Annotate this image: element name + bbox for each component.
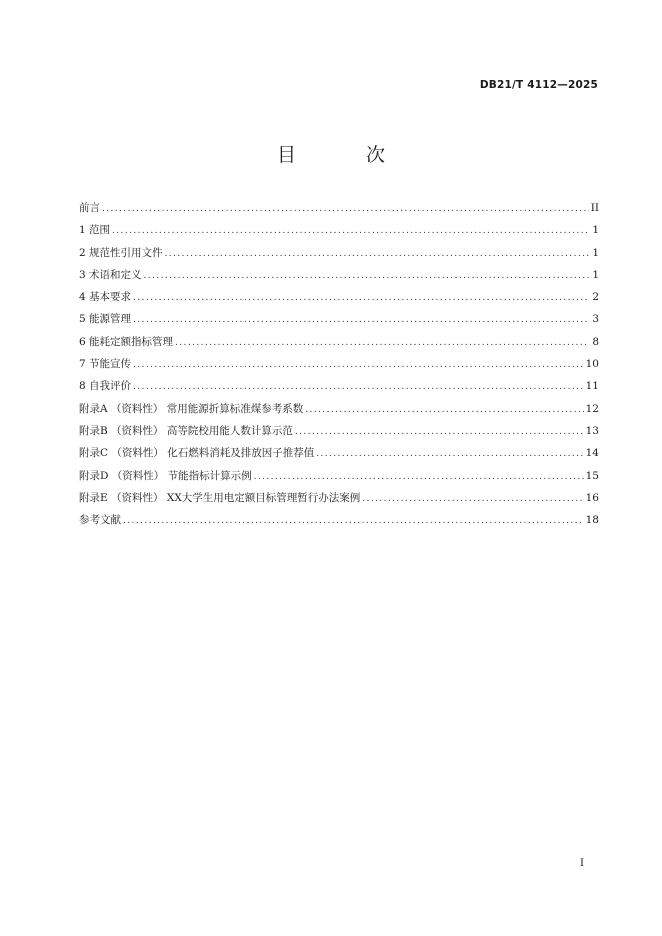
toc-entry-label: 前言 xyxy=(79,202,100,214)
toc-leader-dots xyxy=(133,312,589,328)
toc-leader-dots xyxy=(123,513,584,529)
toc-leader-dots xyxy=(254,469,584,485)
toc-page-number: 2 xyxy=(592,291,599,304)
toc-leader-dots xyxy=(112,223,589,239)
toc-page-number: 15 xyxy=(585,469,599,482)
toc-entry-label: 附录B （资料性） 高等院校用能人数计算示范 xyxy=(79,424,293,437)
page-number: I xyxy=(580,858,584,869)
toc-leader-dots xyxy=(133,357,584,373)
toc-page-number: 1 xyxy=(592,246,599,259)
toc-leader-dots xyxy=(362,491,583,507)
toc-entry-terms-definitions[interactable] xyxy=(79,267,599,289)
toc-leader-dots xyxy=(144,268,589,284)
toc-page-number: 10 xyxy=(585,358,599,371)
toc-entry-label: 附录D （资料性） 节能指标计算示例 xyxy=(79,469,252,482)
toc-entry-energy-management[interactable] xyxy=(79,311,599,333)
toc-page-number: 8 xyxy=(592,335,599,348)
toc-entry-label: 附录E （资料性） XX大学生用电定额目标管理暂行办法案例 xyxy=(79,491,361,504)
toc-entry-scope[interactable] xyxy=(79,222,599,244)
toc-leader-dots xyxy=(102,201,589,217)
toc-entry-label: 7 节能宣传 xyxy=(79,358,132,371)
toc-entry-label: 5 能源管理 xyxy=(79,313,132,326)
toc-title: 目 次 xyxy=(276,144,418,166)
toc-page-number: 1 xyxy=(592,268,599,281)
toc-page-number: 18 xyxy=(585,514,599,527)
toc-entry-bibliography[interactable] xyxy=(79,512,599,534)
toc-leader-dots xyxy=(133,379,584,395)
toc-page-number: 1 xyxy=(592,224,599,237)
toc-entry-appendix-e[interactable] xyxy=(79,490,599,512)
toc-page-number: 3 xyxy=(592,313,599,326)
toc-page-number: 13 xyxy=(585,424,599,437)
toc-page-number: 12 xyxy=(585,402,599,415)
toc-leader-dots xyxy=(165,246,589,262)
toc-entry-quota-management[interactable] xyxy=(79,334,599,356)
toc-page-number: II xyxy=(590,202,599,214)
toc-leader-dots xyxy=(175,335,589,351)
toc-leader-dots xyxy=(133,290,589,306)
toc-leader-dots xyxy=(295,424,584,440)
toc-leader-dots xyxy=(305,402,583,418)
toc-leader-dots xyxy=(316,446,583,462)
toc-entry-label: 1 范围 xyxy=(79,224,111,237)
toc-entry-appendix-c[interactable] xyxy=(79,445,599,467)
toc-entry-label: 附录A （资料性） 常用能源折算标准煤参考系数 xyxy=(79,402,304,415)
toc-entry-label: 8 自我评价 xyxy=(79,380,132,393)
toc-page-number: 14 xyxy=(585,447,599,460)
toc-entry-appendix-d[interactable] xyxy=(79,468,599,490)
toc-entry-appendix-b[interactable] xyxy=(79,423,599,445)
toc-page-number: 11 xyxy=(585,380,599,393)
toc-entry-self-evaluation[interactable] xyxy=(79,378,599,400)
toc-entry-normative-references[interactable] xyxy=(79,245,599,267)
toc-entry-basic-requirements[interactable] xyxy=(79,289,599,311)
toc-entry-energy-publicity[interactable] xyxy=(79,356,599,378)
toc-entry-label: 4 基本要求 xyxy=(79,291,132,304)
toc-entry-preface[interactable] xyxy=(79,200,599,222)
toc-entry-appendix-a[interactable] xyxy=(79,401,599,423)
toc-entry-label: 3 术语和定义 xyxy=(79,268,142,281)
toc-entry-label: 6 能耗定额指标管理 xyxy=(79,335,174,348)
standard-code: DB21/T 4112—2025 xyxy=(479,79,598,91)
toc-entry-label: 附录C （资料性） 化石燃料消耗及排放因子推荐值 xyxy=(79,447,315,460)
toc-entry-label: 2 规范性引用文件 xyxy=(79,246,163,259)
toc-entry-label: 参考文献 xyxy=(79,514,121,527)
toc-page-number: 16 xyxy=(585,491,599,504)
table-of-contents xyxy=(79,200,599,534)
